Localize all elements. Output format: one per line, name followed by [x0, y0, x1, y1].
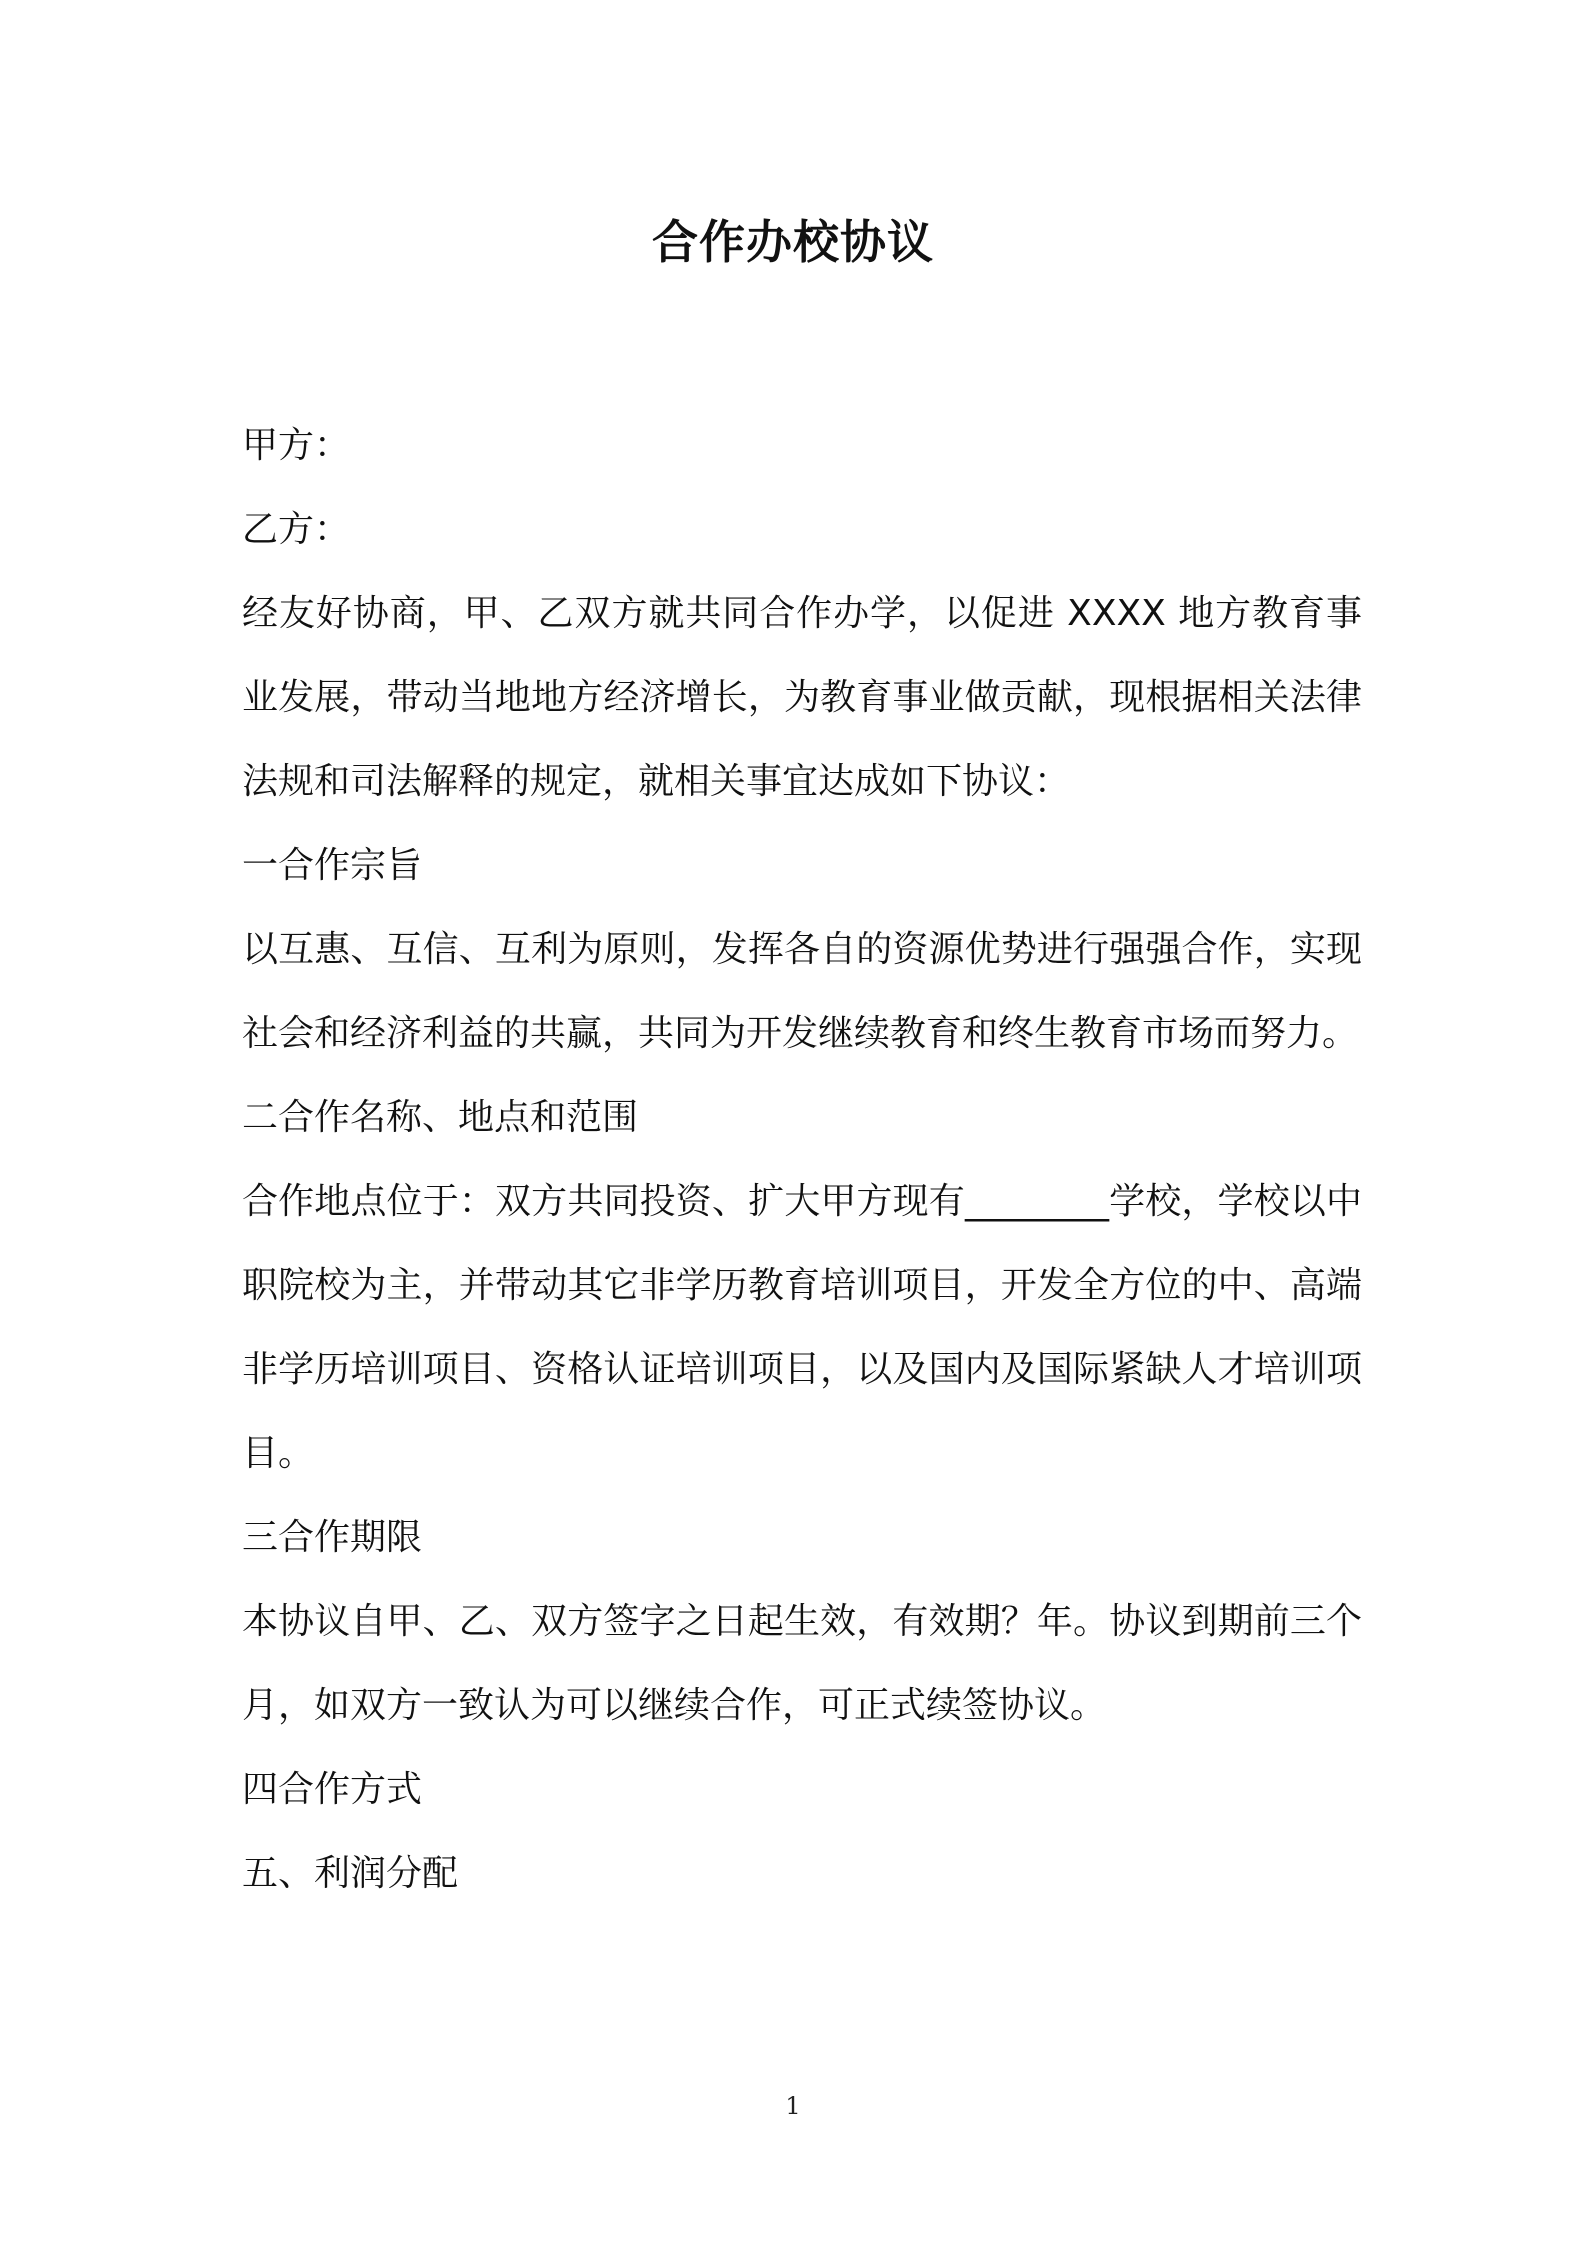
section-body-purpose: 以互惠、互信、互利为原则，发挥各自的资源优势进行强强合作，实现社会和经济利益的共赢，共同为开发继续教育和终生教育市场而努力。 — [242, 929, 1362, 1054]
section-body-term: 本协议自甲、乙、双方签字之日起生效，有效期？年。协议到期前三个月，如双方一致认为可以继续合作，可正式续签协议。 — [242, 1601, 1362, 1726]
section-heading-name-location-scope: 二合作名称、地点和范围 — [242, 1097, 639, 1138]
section-body-name-location-scope: 合作地点位于：双方共同投资、扩大甲方现有________学校，学校以中职院校为主，并带动其它非学历教育培训项目，开发全方位的中、高端非学历培训项目、资格认证培训项目，以及国内及国际紧缺人才培训项目。 — [242, 1181, 1362, 1474]
preamble-paragraph: 经友好协商，甲、乙双方就共同合作办学，以促进 XXXX 地方教育事业发展，带动当地地方经济增长，为教育事业做贡献，现根据相关法律法规和司法解释的规定，就相关事宜达成如下协议： — [242, 593, 1362, 802]
document-body — [242, 404, 1362, 1916]
section-heading-term: 三合作期限 — [242, 1517, 423, 1558]
party-a-line: 甲方： — [242, 425, 351, 466]
section-heading-profit-distribution: 五、利润分配 — [242, 1853, 459, 1894]
section-heading-cooperation-method: 四合作方式 — [242, 1769, 423, 1810]
party-b-line: 乙方： — [242, 509, 351, 550]
section-heading-purpose: 一合作宗旨 — [242, 845, 423, 886]
page-number: 1 — [785, 2092, 801, 2120]
document-title: 合作办校协议 — [652, 215, 934, 269]
